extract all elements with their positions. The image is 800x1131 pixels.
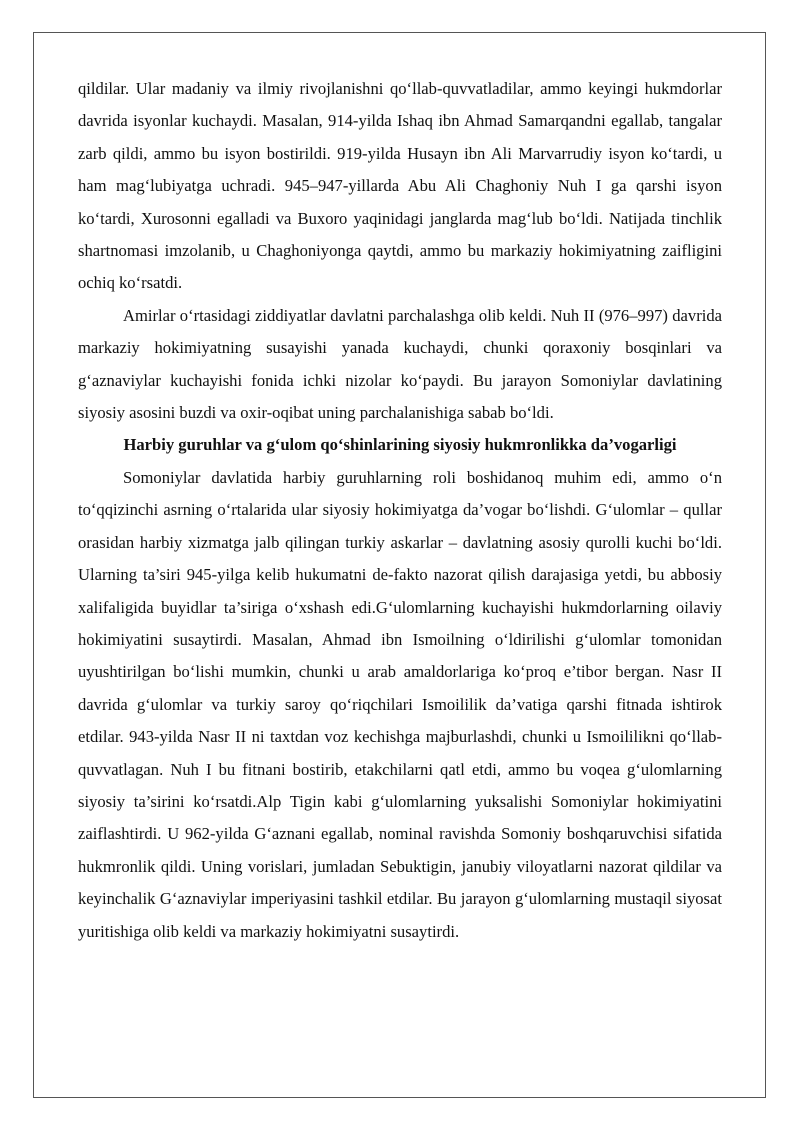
paragraph-somoniylar: Somoniylar davlatida harbiy guruhlarning roli boshidanoq muhim edi, ammo o‘n to‘qqizinchi asrning o‘rtalarida ular siyosiy hokimiyatga da’vogar bo‘lishdi. G‘ulomlar – qullar orasidan harbiy xizmatga jalb qilingan turkiy askarlar – davlatning asosiy qurolli kuchi bo‘ldi. Ularning ta’siri 945-yilga kelib hukumatni de-fakto nazorat qilish darajasiga yetdi, bu abbosiy xalifaligida buyidlar ta’siriga o‘xshash edi.G‘ulomlarning kuchayishi hukmdorlarning oilaviy hokimiyatini susaytirdi. Masalan, Ahmad ibn Ismoilning o‘ldirilishi g‘ulomlar tomonidan uyushtirilgan bo‘lishi mumkin, chunki u arab amaldorlariga ko‘proq e’tibor bergan. Nasr II davrida g‘ulomlar va turkiy saroy qo‘riqchilari Ismoililik da’vatiga qarshi fitnada ishtirok etdilar. 943-yilda Nasr II ni taxtdan voz kechishga majburlashdi, chunki u Ismoililikni qo‘llab-quvvatlagan. Nuh I bu fitnani bostirib, etakchilarni qatl etdi, ammo bu voqea g‘ulomlarning siyosiy ta’sirini ko‘rsatdi.Alp Tigin kabi g‘ulomlarning yuksalishi Somoniylar hokimiyatini zaiflashtirdi. U 962-yilda G‘aznani egallab, nominal ravishda Somoniy boshqaruvchisi sifatida hukmronlik qildi. Uning vorislari, jumladan Sebuktigin, janubiy viloyatlarni nazorat qildilar va keyinchalik G‘aznaviylar imperiyasini tashkil etdilar. Bu jarayon g‘ulomlarning mustaqil siyosat yuritishiga olib keldi va markaziy hokimiyatni susaytirdi. bbox=[78, 467, 722, 941]
paragraph-continuation: qildilar. Ular madaniy va ilmiy rivojlanishni qo‘llab-quvvatladilar, ammo keyingi hukmdorlar davrida isyonlar kuchaydi. Masalan, 914-yilda Ishaq ibn Ahmad Samarqandni egallab, tangalar zarb qildi, ammo bu isyon bostirildi. 919-yilda Husayn ibn Ali Marvarrudiy isyon ko‘tardi, u ham mag‘lubiyatga uchradi. 945–947-yillarda Abu Ali Chaghoniy Nuh I ga qarshi isyon ko‘tardi, Xurosonni egalladi va Buxoro yaqinidagi janglarda mag‘lub bo‘ldi. Natijada tinchlik shartnomasi imzolanib, u Chaghoniyonga qaytdi, ammo bu markaziy hokimiyatning zaifligini ochiq ko‘rsatdi. bbox=[78, 79, 722, 293]
paragraph-amirlar: Amirlar o‘rtasidagi ziddiyatlar davlatni parchalashga olib keldi. Nuh II (976–997) davrida markaziy hokimiyatning susayishi yanada kuchaydi, chunki qoraxoniy bosqinlari va g‘aznaviylar kuchayishi fonida ichki nizolar ko‘paydi. Bu jarayon Somoniylar davlatining siyosiy asosini buzdi va oxir-oqibat uning parchalanishiga sabab bo‘ldi. bbox=[78, 305, 722, 423]
section-heading: Harbiy guruhlar va g‘ulom qo‘shinlarining siyosiy hukmronlikka da’vogarligi bbox=[123, 435, 677, 455]
document-body bbox=[78, 73, 722, 948]
